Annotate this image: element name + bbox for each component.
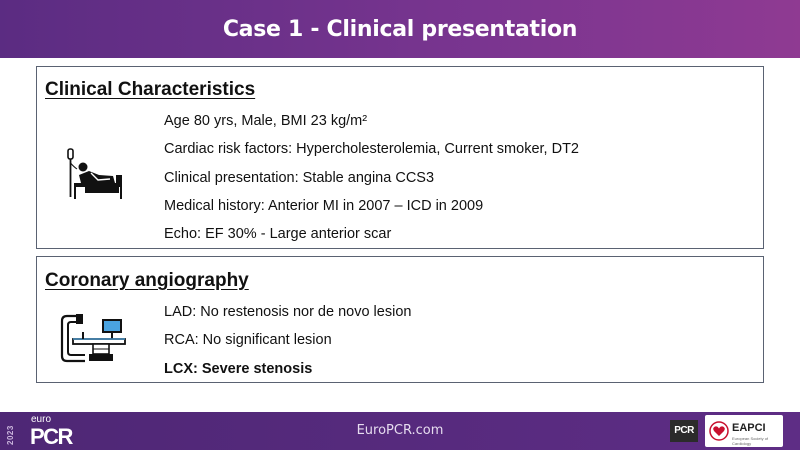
list-item: Age 80 yrs, Male, BMI 23 kg/m²	[164, 113, 368, 129]
eapci-label: EAPCI	[732, 422, 766, 434]
clinical-characteristics-heading: Clinical Characteristics	[45, 79, 256, 100]
eapci-subtitle: European Society of Cardiology	[732, 436, 769, 446]
clinical-characteristics-list	[164, 111, 579, 252]
list-item: LAD: No restenosis nor de novo lesion	[164, 304, 412, 320]
clinical-characteristics-panel	[36, 66, 764, 249]
pcr-badge-logo: PCR	[670, 420, 698, 442]
slide-header	[0, 0, 800, 58]
coronary-angiography-heading: Coronary angiography	[45, 270, 249, 291]
coronary-angiography-list	[164, 302, 411, 387]
angiography-machine-icon	[59, 310, 131, 366]
list-item-highlight: LCX: Severe stenosis	[164, 360, 313, 377]
coronary-angiography-panel	[36, 256, 764, 383]
logo-year: 2023	[6, 425, 15, 445]
europcr-logo: PCR	[30, 424, 72, 449]
list-item: RCA: No significant lesion	[164, 332, 332, 349]
list-item: Medical history: Anterior MI in 2007 – ICD in 2009	[164, 197, 484, 214]
patient-bed-icon	[65, 145, 129, 205]
slide-title: Case 1 - Clinical presentation	[222, 16, 578, 42]
footer-url: EuroPCR.com	[356, 423, 444, 438]
list-item: Cardiac risk factors: Hypercholesterolemia, Current smoker, DT2	[164, 141, 579, 158]
list-item: Echo: EF 30% - Large anterior scar	[164, 226, 392, 243]
slide-footer	[0, 412, 800, 450]
eapci-logo	[705, 415, 783, 447]
logo-euro: euro	[31, 414, 52, 425]
list-item: Clinical presentation: Stable angina CCS3	[164, 169, 435, 186]
heart-icon	[709, 421, 729, 441]
